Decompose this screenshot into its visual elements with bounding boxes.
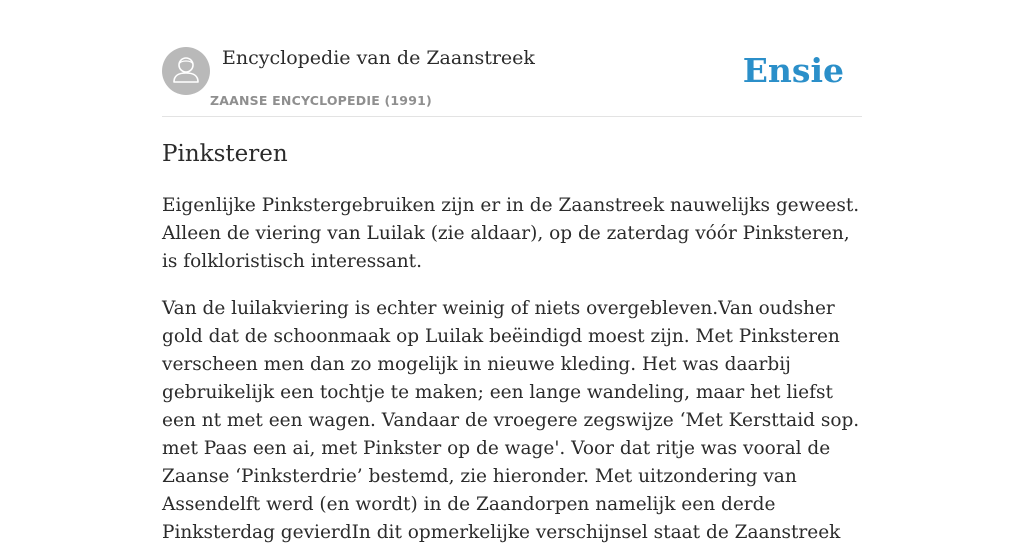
article-paragraph: Van de luilakviering is echter weinig of niets overgebleven.Van oudsher gold dat de schoonmaak op Luilak beëindigd moest zijn. Met Pinksteren verscheen men dan zo mogelijk in nieuwe kleding. Het was daarbij gebruikelijk een tochtje te maken; een lange wandeling, maar het liefst een nt met een wagen. Vandaar de vroegere zegswijze ‘Met Kersttaid sop. met Paas een ai, met Pinkster op de wage'. Voor dat ritje was vooral de Zaanse ‘Pinksterdrie’ bestemd, zie hieronder. Met uitzondering van Assendelft werd (en wordt) in de Zaandorpen namelijk een derde Pinksterdag gevierdIn dit opmerkelijke verschijnsel staat de Zaanstreek xyxy=(162,298,860,543)
article-paragraph: Eigenlijke Pinkstergebruiken zijn er in de Zaanstreek nauwelijks geweest. Alleen de viering van Luilak (zie aldaar), op de zaterdag vóór Pinksteren, is folkloristisch interessant. xyxy=(162,195,860,272)
source-subtitle[interactable]: ZAANSE ENCYCLOPEDIE (1991) xyxy=(210,93,432,108)
article-title: Pinksteren xyxy=(162,141,288,167)
article-body xyxy=(162,192,862,547)
source-header xyxy=(162,46,862,117)
ensie-logo[interactable]: Ensie xyxy=(742,51,844,90)
source-title[interactable]: Encyclopedie van de Zaanstreek xyxy=(222,47,535,69)
user-avatar-icon[interactable] xyxy=(162,47,210,95)
article xyxy=(162,138,862,547)
